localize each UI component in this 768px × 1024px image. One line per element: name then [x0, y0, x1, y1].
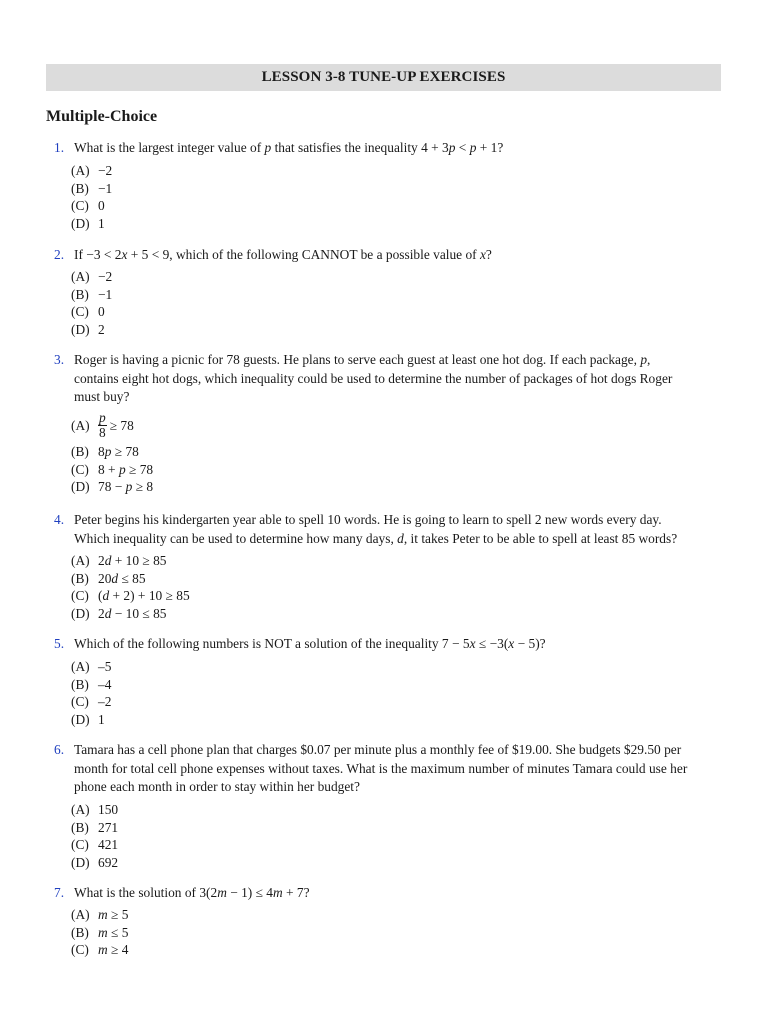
choice-text: –4 — [98, 676, 112, 692]
fraction-denominator: 8 — [99, 425, 106, 440]
choice-label: (A) — [71, 802, 90, 817]
choice-item[interactable] — [71, 552, 190, 570]
question-stem — [74, 511, 714, 548]
choice-text: 2 — [98, 321, 105, 337]
choice-text: 0 — [98, 198, 105, 214]
choice-item[interactable] — [71, 321, 112, 339]
choice-text: −1 — [98, 180, 113, 196]
stem-variable: p — [469, 140, 477, 155]
choice-text: ≥ 8 — [132, 479, 154, 495]
choice-item[interactable] — [71, 408, 153, 443]
choice-label: (D) — [71, 854, 90, 870]
choice-list — [71, 552, 190, 622]
choice-text: −2 — [98, 163, 113, 178]
choice-list — [71, 906, 128, 959]
choice-label: (B) — [71, 570, 89, 586]
question-number: 5. — [54, 636, 65, 651]
stem-text: , it takes Peter to be able to spell at least 85 words? — [403, 530, 678, 546]
stem-variable: m — [273, 885, 283, 900]
choice-item[interactable] — [71, 286, 112, 304]
stem-text: + 7? — [282, 885, 310, 900]
choice-item[interactable] — [71, 570, 190, 588]
choice-text: 2 — [98, 553, 105, 568]
choice-text: + 2) + 10 ≥ 85 — [109, 588, 190, 604]
choice-item[interactable] — [71, 693, 111, 711]
choice-text: ≤ 85 — [118, 570, 146, 586]
stem-variable: x — [469, 636, 476, 651]
stem-text: Peter begins his kindergarten year able to spell 10 words. He is going to learn to spell 2 new words every day. — [74, 512, 662, 527]
stem-variable: x — [121, 247, 128, 262]
stem-text: month for total cell phone expenses without taxes. What is the maximum number of minutes Tamara could use her — [74, 760, 688, 776]
choice-label: (C) — [71, 694, 89, 710]
choice-item[interactable] — [71, 197, 112, 215]
choice-label: (A) — [71, 553, 90, 568]
choice-text: 8 + — [98, 461, 119, 477]
choice-variable: d — [104, 553, 112, 568]
choice-item[interactable] — [71, 162, 112, 180]
choice-text: 1 — [98, 215, 105, 231]
choice-text: ≥ 5 — [107, 907, 129, 922]
choice-text: −2 — [98, 269, 113, 284]
choice-list — [71, 162, 112, 232]
choice-item[interactable] — [71, 711, 111, 729]
choice-item[interactable] — [71, 658, 111, 676]
stem-text: Which of the following numbers is NOT a solution of the inequality 7 − 5 — [74, 636, 470, 651]
choice-item[interactable] — [71, 819, 118, 837]
choice-text: ≥ 4 — [107, 942, 129, 958]
choice-text: + 10 ≥ 85 — [111, 553, 167, 568]
stem-text: contains eight hot dogs, which inequality could be used to determine the number of packages of hot dogs Roger — [74, 370, 673, 386]
stem-text: ≤ −3( — [475, 636, 509, 651]
stem-text: What is the solution of 3(2 — [74, 885, 218, 900]
choice-variable: m — [98, 907, 108, 922]
choice-item[interactable] — [71, 854, 118, 872]
choice-item[interactable] — [71, 478, 153, 496]
stem-variable: d — [397, 530, 404, 546]
stem-text: ? — [485, 247, 492, 262]
question-number: 3. — [54, 352, 65, 367]
choice-text: ≥ 78 — [125, 461, 154, 477]
stem-text: Roger is having a picnic for 78 guests. He plans to serve each guest at least one hot dog. If each package, — [74, 352, 641, 367]
choice-text: –5 — [98, 659, 112, 674]
question-number: 4. — [54, 512, 65, 527]
choice-label: (A) — [71, 163, 90, 178]
question-stem — [74, 351, 714, 407]
stem-variable: x — [508, 636, 515, 651]
choice-list — [71, 268, 112, 338]
choice-label: (C) — [71, 461, 89, 477]
stem-variable: p — [448, 140, 456, 155]
choice-variable: d — [102, 588, 110, 604]
question-stem — [74, 635, 714, 654]
stem-text: + 1? — [476, 140, 504, 155]
choice-variable: p — [104, 444, 112, 459]
fraction-numerator: p — [99, 410, 106, 425]
choice-label: (B) — [71, 819, 89, 835]
stem-text: Which inequality can be used to determine how many days, — [74, 530, 398, 546]
choice-label: (A) — [71, 269, 90, 284]
choice-text: 421 — [98, 837, 119, 853]
choice-item[interactable] — [71, 587, 190, 605]
choice-text: 2 — [98, 605, 105, 621]
choice-item[interactable] — [71, 941, 128, 959]
choice-variable: d — [104, 605, 112, 621]
stem-text: What is the largest integer value of — [74, 140, 265, 155]
stem-text: + 5 < 9, which of the following CANNOT be a possible value of — [127, 247, 480, 262]
question-number: 2. — [54, 247, 65, 262]
stem-text: Tamara has a cell phone plan that charges $0.07 per minute plus a monthly fee of $19.00. She budgets $29.50 per — [74, 742, 682, 757]
choice-text: ≥ 78 — [111, 444, 139, 459]
stem-variable: m — [217, 885, 227, 900]
choice-variable: p — [125, 479, 133, 495]
choice-list — [71, 658, 111, 728]
choice-item[interactable] — [71, 924, 128, 942]
question-number: 6. — [54, 742, 65, 757]
choice-label: (A) — [71, 417, 90, 433]
choice-label: (C) — [71, 942, 89, 958]
question-stem — [74, 139, 714, 158]
choice-item[interactable] — [71, 605, 190, 623]
choice-item[interactable] — [71, 303, 112, 321]
choice-text: − 10 ≤ 85 — [111, 605, 167, 621]
choice-label: (C) — [71, 304, 89, 320]
stem-text: If −3 < 2 — [74, 247, 122, 262]
choice-label: (D) — [71, 215, 90, 231]
choice-text: ( — [98, 588, 103, 604]
choice-item[interactable] — [71, 836, 118, 854]
stem-text: − 5)? — [514, 636, 546, 651]
stem-variable: p — [264, 140, 272, 155]
section-title: Multiple-Choice — [46, 108, 158, 125]
choice-label: (C) — [71, 198, 89, 214]
stem-variable: p — [640, 352, 648, 367]
choice-item[interactable] — [71, 461, 153, 479]
choice-label: (D) — [71, 321, 90, 337]
question-number: 1. — [54, 140, 65, 155]
choice-text: ≤ 5 — [107, 924, 129, 940]
choice-label: (D) — [71, 711, 90, 727]
lesson-title-banner — [46, 64, 721, 91]
choice-text: 8 — [98, 444, 105, 459]
choice-text: 1 — [98, 711, 105, 727]
choice-variable: m — [98, 924, 108, 940]
stem-text: − 1) ≤ 4 — [226, 885, 274, 900]
choice-label: (B) — [71, 924, 89, 940]
choice-variable: m — [98, 942, 108, 958]
choice-text: 0 — [98, 304, 105, 320]
choice-text: –2 — [98, 694, 112, 710]
choice-label: (B) — [71, 676, 89, 692]
choice-label: (D) — [71, 605, 90, 621]
choice-text: 692 — [98, 854, 119, 870]
question-stem — [74, 884, 714, 903]
choice-list — [71, 408, 153, 496]
stem-text: must buy? — [74, 389, 130, 404]
choice-label: (B) — [71, 444, 89, 459]
choice-item[interactable] — [71, 906, 128, 924]
choice-variable: p — [118, 461, 126, 477]
stem-text: , — [647, 352, 651, 367]
question-stem — [74, 741, 714, 797]
stem-text: phone each month in order to stay within her budget? — [74, 779, 360, 794]
choice-label: (C) — [71, 837, 89, 853]
choice-text: 271 — [98, 819, 119, 835]
choice-variable: d — [111, 570, 119, 586]
choice-label: (A) — [71, 907, 90, 922]
choice-text: 150 — [98, 802, 119, 817]
choice-item[interactable] — [71, 180, 112, 198]
choice-item[interactable] — [71, 215, 112, 233]
question-number: 7. — [54, 885, 65, 900]
fraction — [98, 411, 107, 440]
choice-text: 20 — [98, 570, 112, 586]
choice-item[interactable] — [71, 443, 153, 461]
choice-label: (B) — [71, 286, 89, 302]
choice-text: −1 — [98, 286, 113, 302]
question-stem — [74, 246, 714, 265]
choice-list — [71, 801, 118, 871]
choice-text: ≥ 78 — [109, 417, 134, 433]
choice-label: (D) — [71, 479, 90, 495]
stem-text: < — [455, 140, 470, 155]
choice-item[interactable] — [71, 268, 112, 286]
choice-text: 78 − — [98, 479, 126, 495]
choice-label: (C) — [71, 588, 89, 604]
choice-label: (A) — [71, 659, 90, 674]
stem-text: that satisfies the inequality 4 + 3 — [271, 140, 449, 155]
choice-item[interactable] — [71, 801, 118, 819]
lesson-title: LESSON 3-8 TUNE-UP EXERCISES — [261, 69, 506, 85]
choice-item[interactable] — [71, 676, 111, 694]
stem-variable: x — [479, 247, 486, 262]
choice-label: (B) — [71, 180, 89, 196]
